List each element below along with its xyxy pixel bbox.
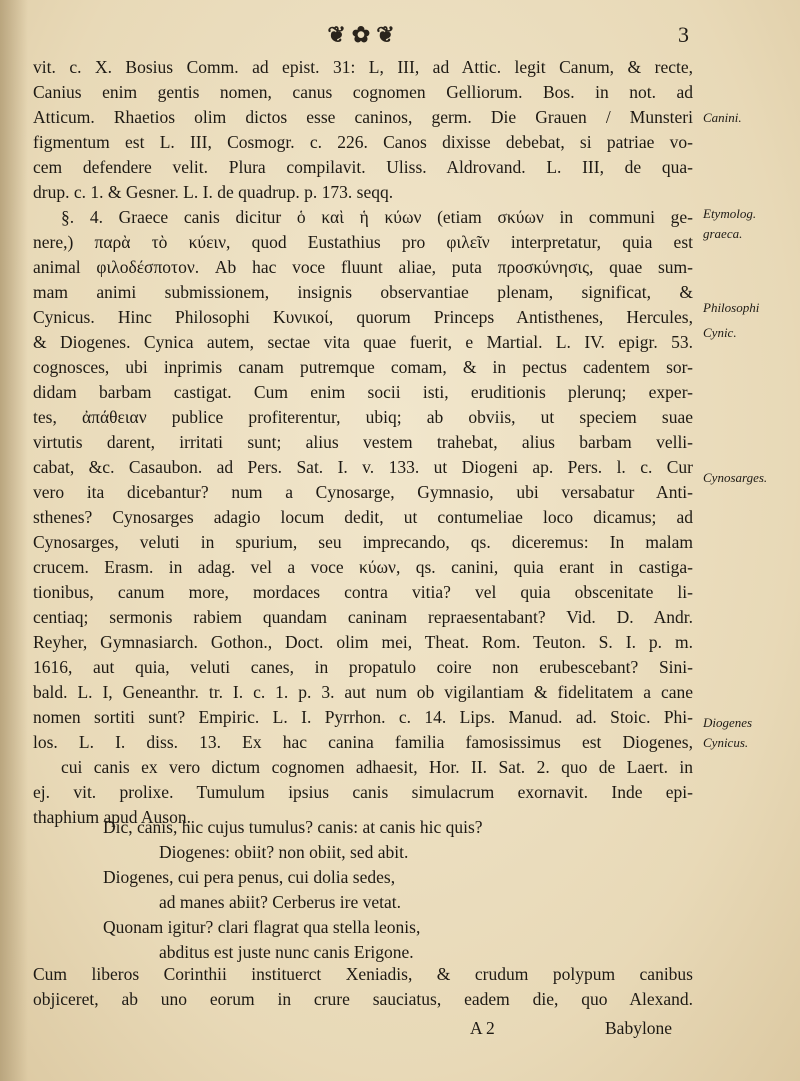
text-line: Canius enim gentis nomen, canus cognomen Gelliorum. Bos. in not. ad [33,82,693,102]
verse-line: Dic, canis, hic cujus tumulus? canis: at canis hic quis? [103,817,483,837]
verse-line: ad manes abiit? Cerberus ire vetat. [159,892,401,912]
marginal-note: Cynicus. [703,735,749,750]
marginal-note: Canini. [703,110,742,125]
text-line: Atticum. Rhaetios olim dictos esse caninos, germ. Die Grauen / Munsteri [33,107,693,127]
text-line: nomen sortiti sunt? Empiric. L. I. Pyrrhon. c. 14. Lips. Manud. ad. Stoic. Phi- [33,707,693,727]
text-line: 1616, aut quia, veluti canes, in propatulo coire non erubescebant? Sini- [33,657,693,677]
text-line: mam animi submissionem, insignis observantiae plenam, significat, & [33,282,693,302]
text-line: didam barbam castigat. Cum enim socii isti, eruditionis plerunq; exper- [33,382,693,402]
verse-line: Quonam igitur? clari flagrat qua stella leonis, [103,917,421,937]
text-line: cabat, &c. Casaubon. ad Pers. Sat. I. v. 133. ut Diogeni ap. Pers. l. c. Cur [33,457,693,477]
main-text [33,55,693,830]
catchword: Babylone [605,1018,673,1038]
text-line: crucem. Erasm. in adag. vel a voce κύων, qs. canini, quia erant in castiga- [33,557,693,577]
text-line: cem defendere velit. Plura compilavit. Uliss. Aldrovand. L. III, de qua- [33,157,693,177]
verse-line: Diogenes: obiit? non obiit, sed abit. [159,842,409,862]
text-line: cui canis ex vero dictum cognomen adhaesit, Hor. II. Sat. 2. quo de Laert. in [61,757,693,777]
marginal-note: Cynosarges. [703,470,768,485]
epitaph-verse [103,815,663,965]
text-line: objiceret, ab uno eorum in crure sauciatus, eadem die, quo Alexand. [33,989,693,1009]
marginal-note: graeca. [703,226,743,241]
text-line: ej. vit. prolixe. Tumulum ipsius canis simulacrum exornavit. Inde epi- [33,782,693,802]
text-line: cognosces, ubi inprimis canam putremque comam, & in pectus cadentem sor- [33,357,693,377]
text-line: Cynicus. Hinc Philosophi Κυνικοί, quorum Princeps Antisthenes, Hercules, [33,307,693,327]
text-line: animal φιλοδέσποτον. Ab hac voce fluunt aliae, puta προσκύνησις, quae sum- [33,257,693,277]
folio-number: 3 [678,22,689,47]
signature-mark: A 2 [470,1018,495,1038]
printers-ornament: ❦✿❦ [327,22,401,48]
text-line: Cum liberos Corinthii instituerct Xeniadis, & crudum polypum canibus [33,964,693,984]
text-line: Cynosarges, veluti in spurium, seu imprecando, qs. diceremus: In malam [33,532,693,552]
text-line: sthenes? Cynosarges adagio locum dedit, ut contumeliae loco dicamus; ad [33,507,693,527]
text-line: Reyher, Gymnasiarch. Gothon., Doct. olim mei, Theat. Rom. Teuton. S. I. p. m. [33,632,693,652]
text-line: thaphium apud Auson. [33,807,191,827]
text-line: §. 4. Graece canis dicitur ὁ καὶ ἡ κύων (etiam σκύων in communi ge- [61,207,693,227]
text-line: los. L. I. diss. 13. Ex hac canina familia famosissimus est Diogenes, [33,732,693,752]
text-line: tionibus, canum more, mordaces contra vitia? vel quia obscenitate li- [33,582,693,602]
marginal-note: Etymolog. [703,206,757,221]
text-line: nere,) παρὰ τὸ κύειν, quod Eustathius pro φιλεῖν interpretatur, quia est [33,232,693,252]
text-line: virtutis darent, irritati sunt; alius vestem trahebat, alius barbam velli- [33,432,693,452]
verse-line: Diogenes, cui pera penus, cui dolia sedes, [103,867,396,887]
text-line: drup. c. 1. & Gesner. L. I. de quadrup. p. 173. seqq. [33,182,394,202]
text-line: vero ita dicebantur? num a Cynosarge, Gymnasio, ubi versabatur Anti- [33,482,693,502]
page-header [0,18,800,52]
text-line: tes, ἀπάθειαν publice profiterentur, ubiq; ab obviis, ut speciem suae [33,407,693,427]
text-line: centiaq; sermonis rabiem quandam caninam repraesentabant? Vid. D. Andr. [33,607,693,627]
verse-line: abditus est juste nunc canis Erigone. [159,942,414,962]
marginal-note: Cynic. [703,325,737,340]
marginal-note: Philosophi [703,300,760,315]
text-line: & Diogenes. Cynica autem, sectae vita quae fuerit, e Martial. L. IV. epigr. 53. [33,332,693,352]
closing-text [33,962,693,1012]
text-line: vit. c. X. Bosius Comm. ad epist. 31: L, III, ad Attic. legit Canum, & recte, [33,57,693,77]
marginal-note: Diogenes [703,715,753,730]
binding-shadow [0,0,28,1081]
text-line: bald. L. I, Geneanthr. tr. I. c. 1. p. 3. aut num ob vigilantiam & fidelitatem a cane [33,682,693,702]
text-line: figmentum est L. III, Cosmogr. c. 226. Canos dixisse debebat, si patriae vo- [33,132,693,152]
